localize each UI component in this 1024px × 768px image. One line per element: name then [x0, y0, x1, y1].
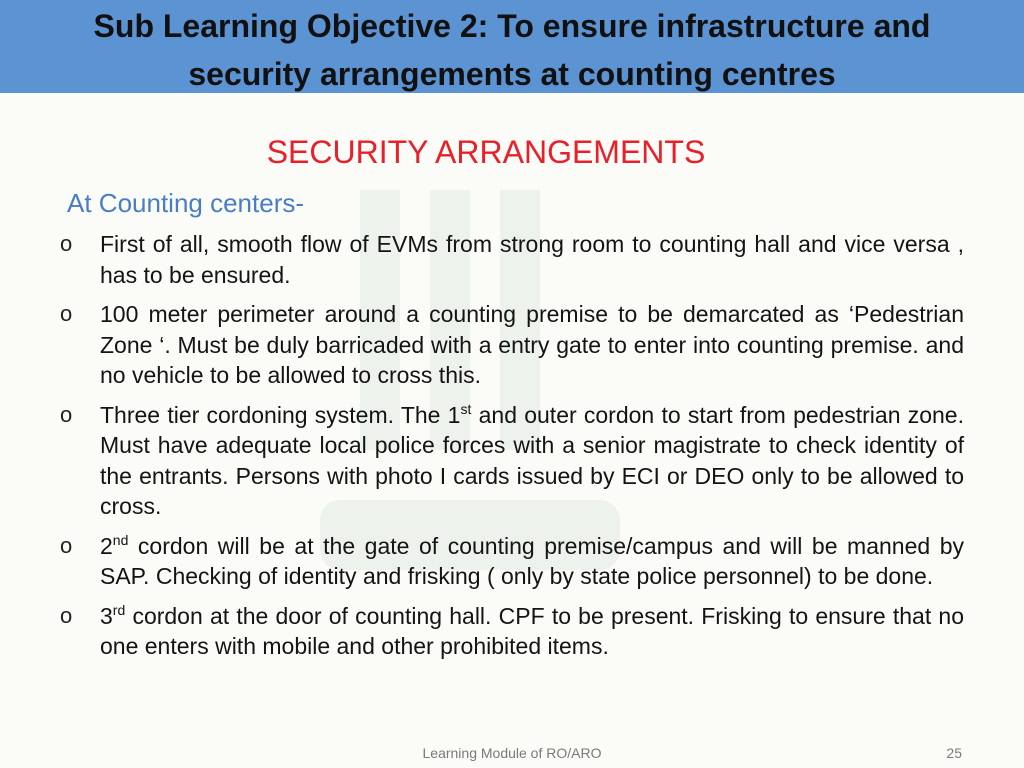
- list-item: [60, 229, 964, 290]
- list-item: [60, 299, 964, 391]
- bullet-marker: o: [60, 532, 73, 558]
- footer-module-label: Learning Module of RO/ARO: [422, 745, 602, 761]
- bullet-text-post: cordon will be at the gate of counting premise/campus and will be manned by SAP. Checking of identity and frisking ( only by state police personnel) to be done.: [100, 532, 964, 589]
- bullet-text: 100 meter perimeter around a counting premise to be demarcated as ‘Pedestrian Zone ‘. Must be duly barricaded with a entry gate to enter into counting premise. and no vehicle to be allowed to cross this.: [100, 301, 964, 388]
- bullet-text-pre: 3: [100, 602, 113, 629]
- bullet-marker: o: [60, 231, 73, 256]
- ordinal-suffix: st: [460, 400, 472, 417]
- list-item: [60, 400, 964, 522]
- bullet-text-post: cordon at the door of counting hall. CPF to be present. Frisking to ensure that no one enters with mobile and other prohibited items.: [100, 602, 964, 659]
- list-item: [60, 531, 964, 592]
- ordinal-suffix: nd: [112, 531, 129, 548]
- bullet-marker: o: [60, 401, 73, 427]
- list-item: [60, 601, 964, 662]
- slide-title: [0, 2, 1024, 98]
- slide-title-line-2: security arrangements at counting centres: [188, 56, 836, 92]
- bullet-text: First of all, smooth flow of EVMs from strong room to counting hall and vice versa , has to be ensured.: [100, 231, 964, 288]
- bullet-text-post: and outer cordon to start from pedestrian zone. Must have adequate local police forces with a senior magistrate to check identity of the entrants. Persons with photo I cards issued by ECI or DEO only to be allowed to cross.: [100, 401, 964, 519]
- bullet-text-pre: Three tier cordoning system. The 1: [100, 401, 461, 428]
- ordinal-suffix: rd: [112, 601, 126, 618]
- bullet-text-pre: 2: [100, 532, 113, 559]
- subheading: At Counting centers-: [67, 188, 305, 218]
- bullet-marker: o: [60, 301, 73, 326]
- page-number: 25: [946, 745, 962, 761]
- slide-title-line-1: Sub Learning Objective 2: To ensure infrastructure and: [93, 8, 931, 44]
- header-banner: [0, 0, 1024, 93]
- section-title: SECURITY ARRANGEMENTS: [266, 134, 706, 170]
- bullet-list: [60, 229, 964, 671]
- bullet-marker: o: [60, 602, 73, 628]
